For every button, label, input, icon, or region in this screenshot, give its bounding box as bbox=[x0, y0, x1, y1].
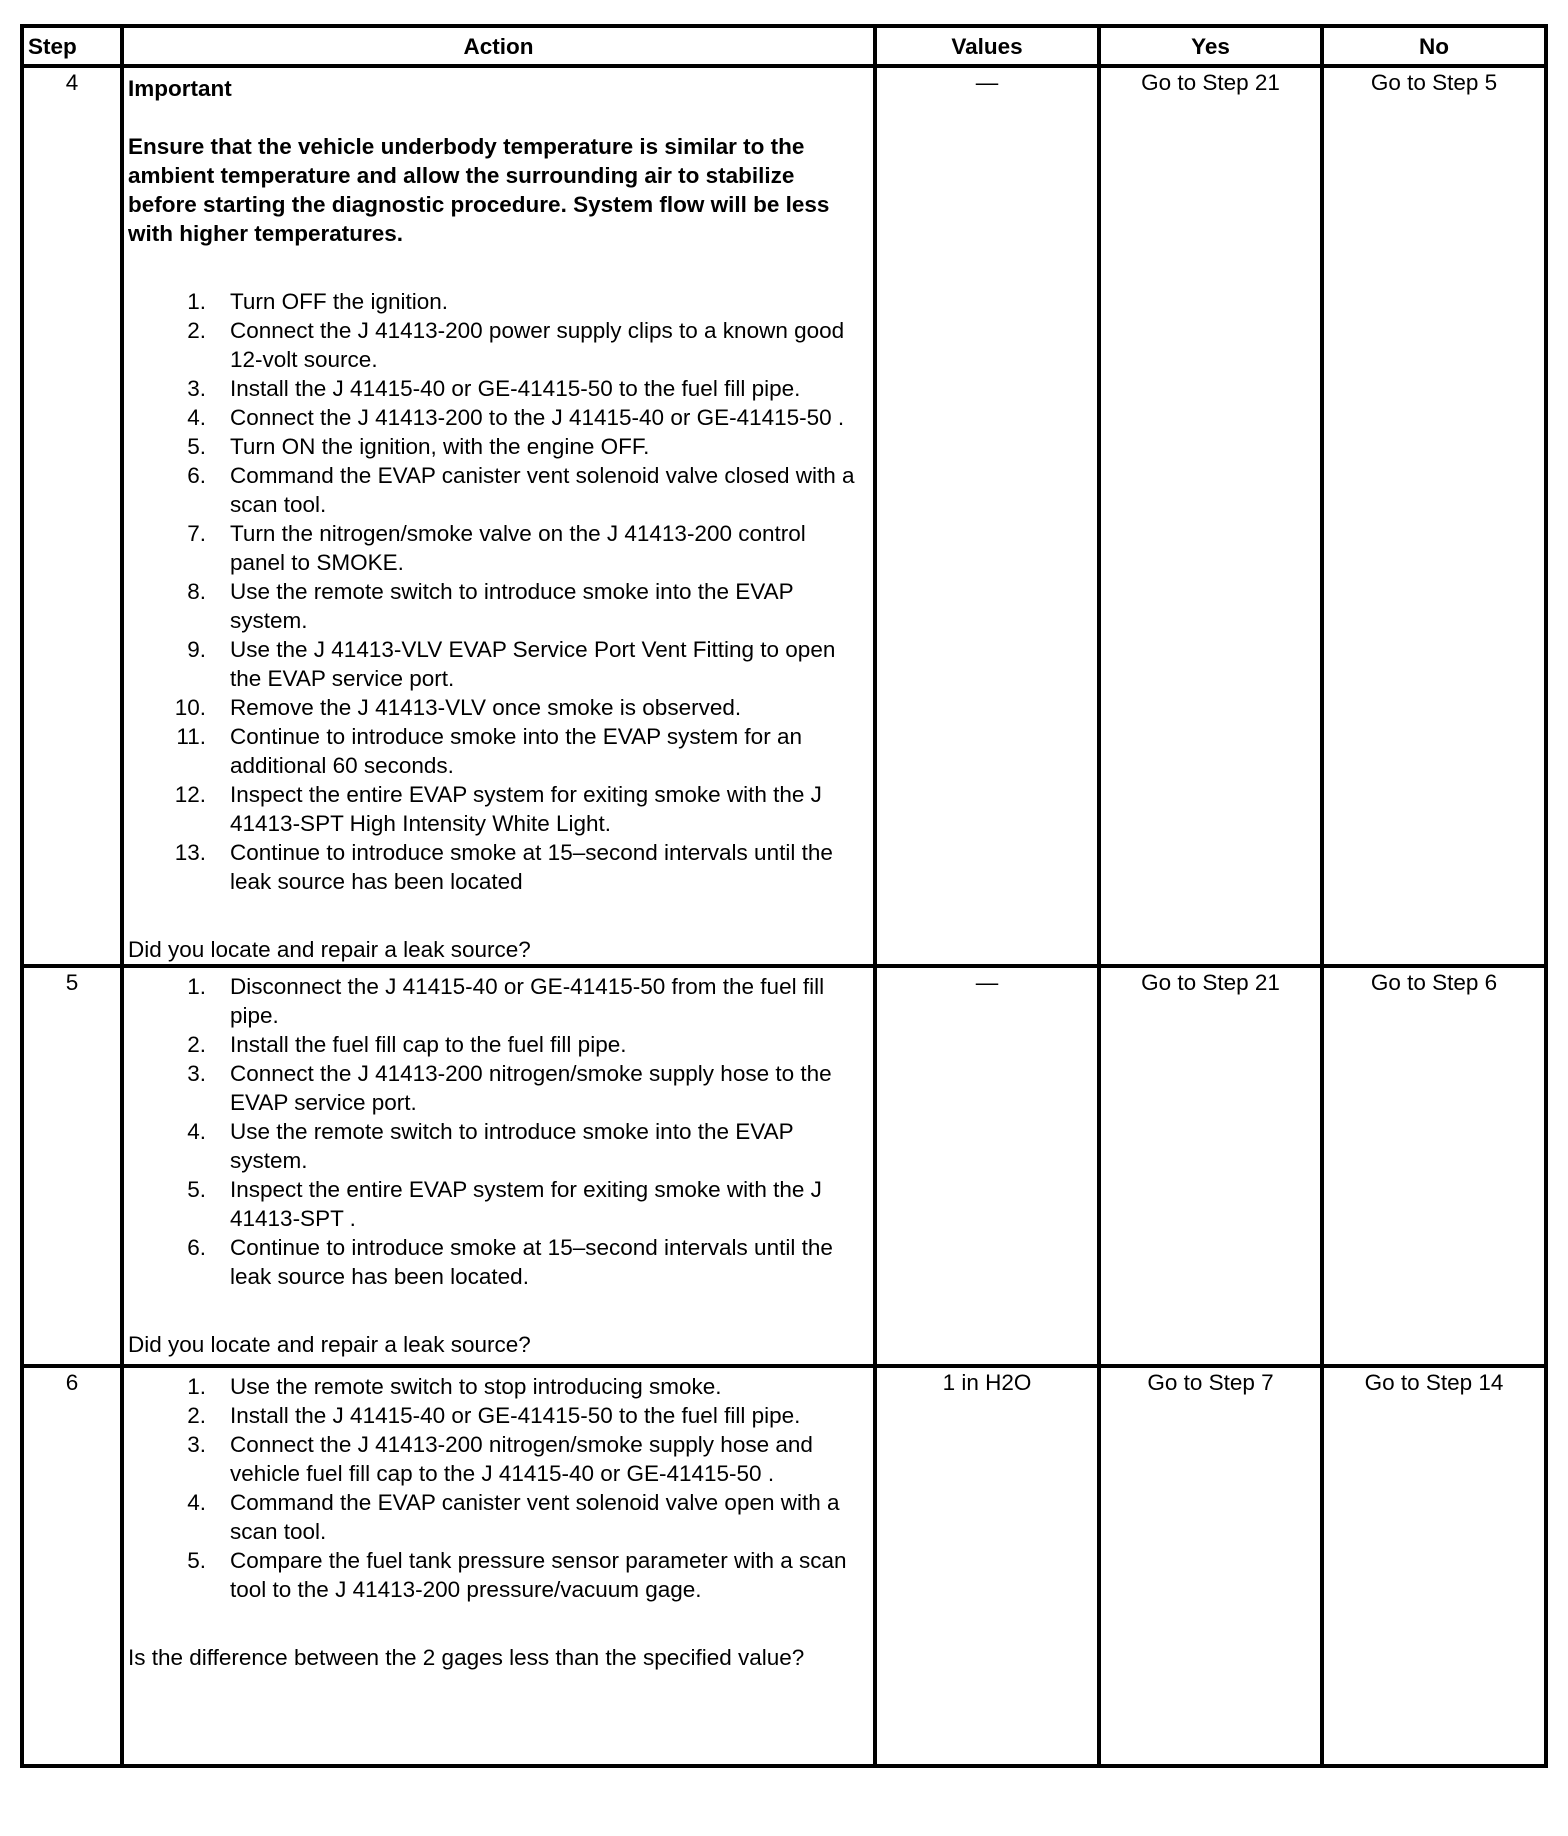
procedure-list bbox=[128, 287, 869, 896]
question-text: Did you locate and repair a leak source? bbox=[128, 937, 531, 962]
list-item: 1. Turn OFF the ignition. bbox=[187, 289, 449, 314]
list-item: 2. Install the fuel fill cap to the fuel fill pipe. bbox=[187, 1032, 627, 1057]
step-number: 6 bbox=[22, 1366, 122, 1766]
list-item: 6. Command the EVAP canister vent solenoid valve closed with a scan tool. bbox=[187, 463, 855, 517]
no-link: Go to Step 6 bbox=[1370, 970, 1498, 995]
action-cell bbox=[122, 966, 875, 1366]
important-text: Ensure that the vehicle underbody temperature is similar to the ambient temperature and allow the surrounding air to stabilize before starting the diagnostic procedure. System flow will be less with higher temperatures. bbox=[128, 134, 830, 246]
action-cell bbox=[122, 66, 875, 966]
yes-cell bbox=[1099, 966, 1322, 1366]
list-item: 4. Use the remote switch to introduce smoke into the EVAP system. bbox=[187, 1119, 794, 1173]
no-cell bbox=[1322, 66, 1546, 966]
list-item: 11. Continue to introduce smoke into the EVAP system for an additional 60 seconds. bbox=[176, 724, 802, 778]
list-item: 2. Install the J 41415-40 or GE-41415-50 to the fuel fill pipe. bbox=[187, 1403, 801, 1428]
list-item: 1. Disconnect the J 41415-40 or GE-41415-50 from the fuel fill pipe. bbox=[187, 974, 825, 1028]
value-cell: — bbox=[875, 966, 1099, 1366]
table-row bbox=[22, 1366, 1546, 1766]
table-row bbox=[22, 66, 1546, 966]
header-action: Action bbox=[122, 26, 875, 66]
yes-link: Go to Step 21 bbox=[1141, 970, 1280, 995]
no-link: Go to Step 14 bbox=[1364, 1370, 1504, 1395]
list-item: 4. Connect the J 41413-200 to the J 41415-40 or GE-41415-50 . bbox=[187, 405, 845, 430]
no-cell bbox=[1322, 966, 1546, 1366]
action-cell bbox=[122, 1366, 875, 1766]
step-number: 5 bbox=[22, 966, 122, 1366]
yes-link: Go to Step 7 bbox=[1147, 1370, 1274, 1395]
question-text: Did you locate and repair a leak source? bbox=[128, 1332, 531, 1357]
list-item: 1. Use the remote switch to stop introducing smoke. bbox=[187, 1374, 722, 1399]
procedure-list bbox=[128, 972, 869, 1291]
step-number: 4 bbox=[22, 66, 122, 966]
procedure-list bbox=[128, 1372, 869, 1604]
list-item: 6. Continue to introduce smoke at 15–second intervals until the leak source has been located. bbox=[187, 1235, 833, 1289]
no-cell bbox=[1322, 1366, 1546, 1766]
list-item: 2. Connect the J 41413-200 power supply clips to a known good 12-volt source. bbox=[187, 318, 845, 372]
diagnostic-steps-table bbox=[20, 24, 1548, 1768]
list-item: 7. Turn the nitrogen/smoke valve on the J 41413-200 control panel to SMOKE. bbox=[187, 521, 806, 575]
header-yes: Yes bbox=[1099, 26, 1322, 66]
list-item: 12. Inspect the entire EVAP system for exiting smoke with the J 41413-SPT High Intensity White Light. bbox=[174, 782, 822, 836]
no-link: Go to Step 5 bbox=[1370, 70, 1498, 95]
list-item: 5. Inspect the entire EVAP system for exiting smoke with the J 41413-SPT . bbox=[187, 1177, 822, 1231]
table-row bbox=[22, 966, 1546, 1366]
list-item: 3. Connect the J 41413-200 nitrogen/smoke supply hose to the EVAP service port. bbox=[187, 1061, 832, 1115]
header-no: No bbox=[1322, 26, 1546, 66]
yes-cell bbox=[1099, 66, 1322, 966]
list-item: 3. Install the J 41415-40 or GE-41415-50 to the fuel fill pipe. bbox=[187, 376, 801, 401]
list-item: 8. Use the remote switch to introduce smoke into the EVAP system. bbox=[187, 579, 794, 633]
list-item: 10. Remove the J 41413-VLV once smoke is observed. bbox=[174, 695, 742, 720]
list-item: 5. Turn ON the ignition, with the engine OFF. bbox=[187, 434, 650, 459]
list-item: 5. Compare the fuel tank pressure sensor parameter with a scan tool to the J 41413-200 pressure/vacuum gage. bbox=[187, 1548, 847, 1602]
list-item: 9. Use the J 41413-VLV EVAP Service Port Vent Fitting to open the EVAP service port. bbox=[187, 637, 836, 691]
list-item: 13. Continue to introduce smoke at 15–second intervals until the leak source has been located bbox=[174, 840, 833, 894]
important-title: Important bbox=[128, 76, 232, 101]
value-cell: — bbox=[875, 66, 1099, 966]
header-step: Step bbox=[22, 26, 122, 66]
yes-link: Go to Step 21 bbox=[1141, 70, 1280, 95]
header-row bbox=[22, 26, 1546, 66]
list-item: 4. Command the EVAP canister vent solenoid valve open with a scan tool. bbox=[187, 1490, 840, 1544]
header-values: Values bbox=[875, 26, 1099, 66]
yes-cell bbox=[1099, 1366, 1322, 1766]
question-text: Is the difference between the 2 gages less than the specified value? bbox=[128, 1645, 805, 1670]
list-item: 3. Connect the J 41413-200 nitrogen/smoke supply hose and vehicle fuel fill cap to the J 41415-40 or GE-41415-50 . bbox=[187, 1432, 813, 1486]
value-cell: 1 in H2O bbox=[875, 1366, 1099, 1766]
